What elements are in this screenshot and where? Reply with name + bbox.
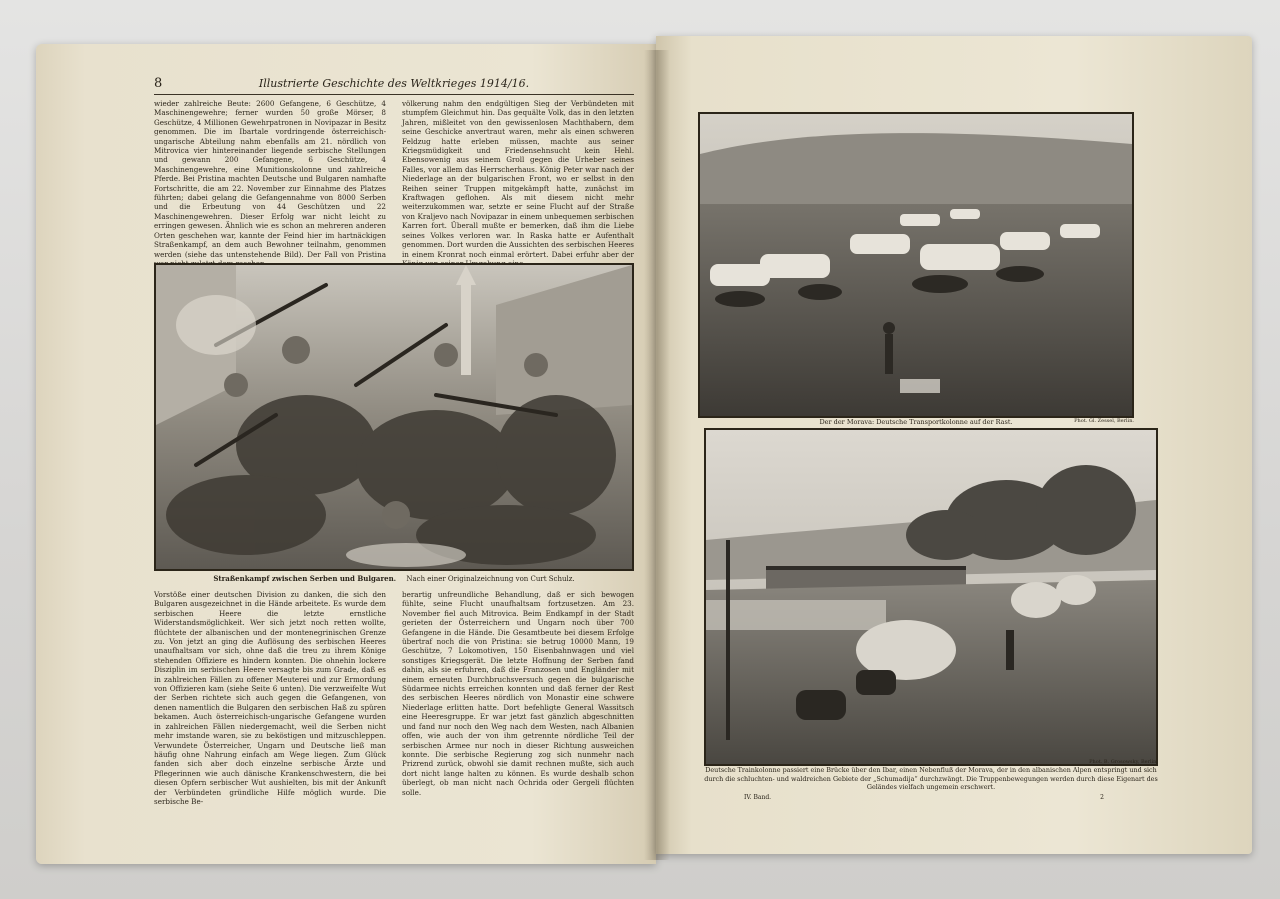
text-column-1-top: wieder zahlreiche Beute: 2600 Gefangene, 6 Geschütze, 4 Maschinengewehre; ferner wurden 50 große Mörser, 8 Geschütze, 4 Millionen Gewehrpatronen in Novipazar in Besitz genommen. Die im Ibartale vordringende österreichisch-ungarische Abteilung nahm ebenfalls am 21. nördlich von Mitrovica vier hintereinander liegende serbische Stellungen und gewann 200 Gefangene, 6 Geschütze, 4 Maschinengewehre, eine Munitionskolonne und zahlreiche Pferde. Bei Pristina machten Deutsche und Bulgaren namhafte Fortschritte, die am 22. November zur Einnahme des Platzes führten; dabei gelang die Gefangennahme von 8000 Serben und die Erbeutung von 44 Geschützen und 22 Maschinengewehren. Dieser Erfolg war nicht leicht zu erringen gewesen. Ähnlich wie es schon an mehreren anderen Orten geschehen war, kannte der Feind hier im hartnäckigen Straßenkampf, an dem auch Bewohner teilnahm, genommen werden (siehe das untenstehende Bild). Der Fall von Pristina: [154, 99, 386, 259]
illustration-caption: [154, 574, 634, 586]
right-page-footer: [744, 794, 1104, 801]
text-column-1-bottom: Vorstöße einer deutschen Division zu danken, die sich den Bulgaren ausgezeichnet in die Hände arbeitete. Es wurde dem serbischen Heere die letzte ernstliche Widerstandsmöglichkeit. Wer sich jetzt noch retten wollte, flüchtete der albanischen und der montenegrinischen Grenze zu. Von jetzt an ging die Auflösung des serbischen Heeres unaufhaltsam vor sich, ohne daß die treu zu ihrem Könige stehenden Offiziere es hindern konnten. Die ohnehin lockere Disziplin im serbischen Heere versagte bis zum Grade, daß es in zahlreichen Fällen zu offener Meuterei und zur Ermordung von Offizieren kam (siehe Seite 6 unten). Die verzweifelte Wut der Serben richtete sich auch gegen die Gefangenen, von denen namentlich die Bulgaren den serbischen Haß zu spüren bekamen. Auch österreichisch-ungarische Gefangene wurden in zahlreichen Fällen niedergemacht, weil die Serben nicht mehr imstande waren, sie zu beköstigen und mitzuschleppen. Verwundete Österreicher, Ungarn und Deutsche ließ man häufig ohne Nahrung einfach am Wege liegen. Zum Glück fanden sich aber doch einzelne serbische Ärzte und Pflegerinnen wie auch dänische Krankenschwestern, die bei diesen Opfern serbischer Wut aushielten, bis mit der Ankunft der Verbündeten gründliche Hilfe möglich wurde. Die serbische Be-: [154, 590, 386, 806]
bridge-photo-credit: Phot. B. Grosowsky, Berlin.: [1089, 759, 1158, 765]
bridge-photo-caption: [704, 759, 1158, 792]
bridge-photo-caption-text: Deutsche Trainkolonne passiert eine Brücke über den Ibar, einen Nebenfluß der Morava, der in den albanischen Alpen entspringt und sich durch die schluchten- und waldreichen Gebiete der „Schumadija“ durchzwängt. Die Truppenbewegungen werden durch diese Eigenart des Geländes vielfach ungemein erschwert.: [704, 766, 1158, 791]
left-page-content: [154, 74, 634, 806]
illustration-drawing: [156, 265, 632, 569]
text-column-2-top: völkerung nahm den endgültigen Sieg der Verbündeten mit stumpfem Gleichmut hin. Das gequälte Volk, das in den letzten Jahren, mißleitet von den gewissenlosen Machthabern, dem seine Geschicke anvertraut waren, mehr als einen schweren Feldzug hatte erleben müssen, machte aus seiner Kriegsmüdigkeit und Friedensehnsucht kein Hehl. Ebensowenig aus seinem Groll gegen die Urheber seines Falles, vor allem das Herrscherhaus. König Peter war nach der Niederlage an der bulgarischen Front, wo er selbst in den Reihen seiner Truppen mitgekämpft hatte, zunächst im Kraftwagen geflohen. Als mit diesem nicht mehr weiterzukommen war, setzte er seine Flucht auf der Straße von Kraljevo nach Novipazar in einem unbequemen serbischen Karren fort. Überall mußte er bemerken, daß ihm die Liebe seines Volkes verloren war. In Raska hatte er Aufenthalt genommen. Dort wurden die Aussichten des serbischen Heeres in einem Kronrat noch einmal erörtert. Dabei erfuhr aber der: [402, 99, 634, 259]
transport-photo-caption: [698, 418, 1134, 426]
illustration-credit: Nach einer Originalzeichnung von Curt Schulz.: [406, 575, 575, 583]
transport-column-photo: [698, 112, 1134, 418]
signature-number: 2: [1100, 794, 1104, 801]
text-column-2-bottom: berartig unfreundliche Behandlung, daß er sich bewogen fühlte, seine Flucht unaufhaltsam fortzusetzen. Am 23. November fiel auch Mitrovica. Beim Endkampf in der Stadt gerieten der Österreichern und Ungarn noch über 700 Gefangene in die Hände. Die Gesamtbeute bei diesem Erfolge übertraf noch die von Pristina: sie betrug 10000 Mann, 19 Geschütze, 7 Lokomotiven, 150 Eisenbahnwagen und viel sonstiges Kriegsgerät. Die letzte Hoffnung der Serben fand dahin, als sie erfuhren, daß die Franzosen und Engländer mit einem erneuten Durchbruchsversuch gegen die bulgarische Südarmee nichts erreichen konnten und daß ferner der Rest des serbischen Heeres nördlich von Monastir eine schwere Niederlage erlitten hatte. Dort befehligte General Wassitsch eine Heeresgruppe. Er war jetzt fast gänzlich abgeschnitten und fand nur noch den Weg nach dem Westen, nach Albanien offen, wie auch der von ihm getrennte nördliche Teil der serbischen Armee nur noch in dieser Richtung ausweichen konnte. Die serbische Regierung zog sich nunmehr nach Prizrend zurück, obwohl sie damit rechnen mußte, sich auch dort nicht lange halten zu können. Es wurde deshalb schon überlegt, ob man nicht nach Ochrida oder Gergeli flüchten solle.: [402, 590, 634, 797]
street-fight-illustration: [154, 263, 634, 571]
page-number: 8: [154, 76, 163, 91]
running-title: Illustrierte Geschichte des Weltkrieges 1914/16.: [258, 77, 530, 90]
page-header: [154, 74, 634, 95]
volume-label: IV. Band.: [744, 794, 772, 801]
right-page-content: [656, 36, 1252, 854]
illustration-caption-title: Straßenkampf zwischen Serben und Bulgaren.: [213, 574, 397, 583]
transport-column-image: [700, 114, 1132, 416]
bridge-crossing-photo: [704, 428, 1158, 766]
transport-photo-credit: Phot. Gl. Zessel, Berlin.: [1074, 418, 1134, 424]
bridge-crossing-image: [706, 430, 1156, 764]
top-columns: [154, 99, 634, 257]
bottom-columns: [154, 590, 634, 806]
transport-photo-caption-text: Der der Morava: Deutsche Transportkolonne auf der Rast.: [819, 418, 1013, 426]
open-magazine: [36, 30, 1256, 875]
